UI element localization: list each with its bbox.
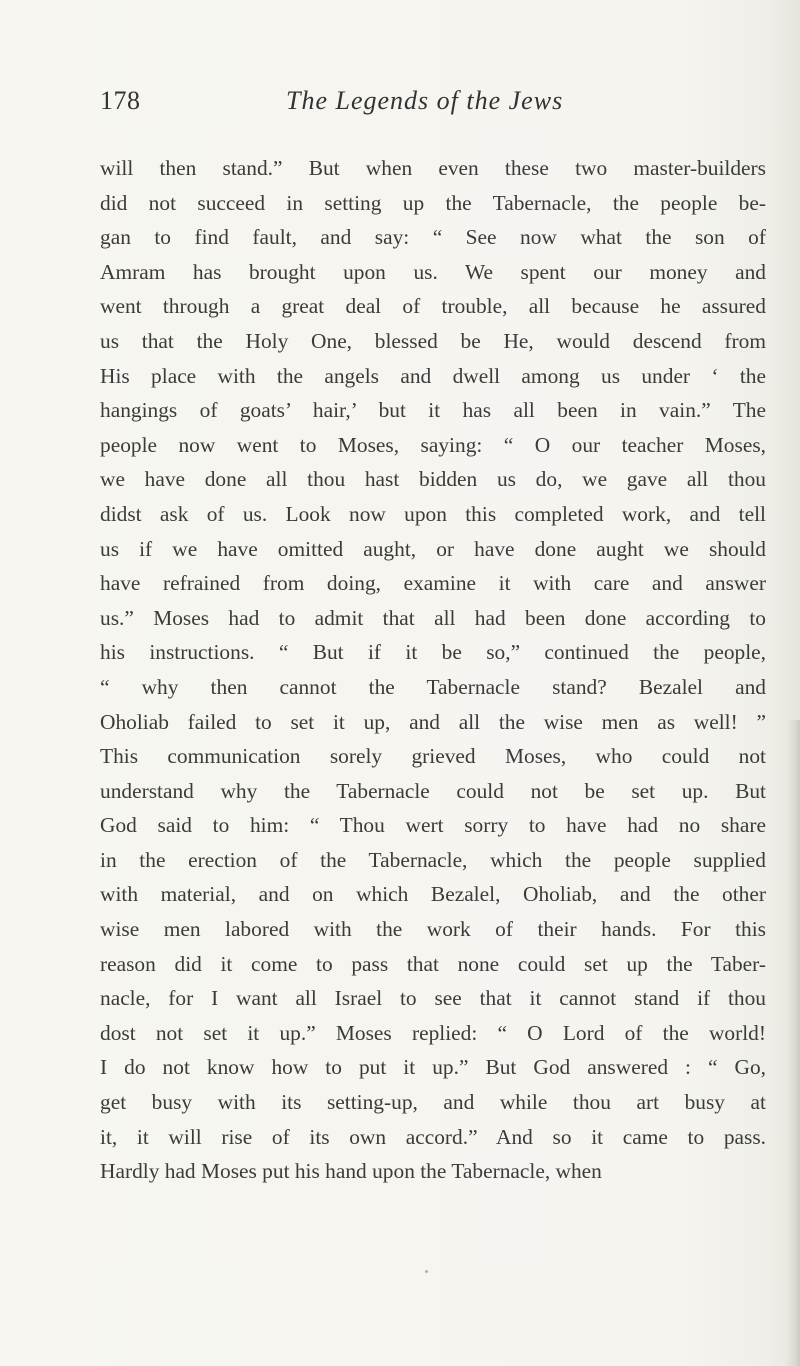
body-text [100, 151, 766, 1189]
text-line: his instructions. “ But if it be so,” continued the people, [100, 640, 766, 665]
text-line: Amram has brought upon us. We spent our money and [100, 259, 766, 284]
paper-speck [425, 1270, 428, 1273]
text-line: with material, and on which Bezalel, Oholiab, and the other [100, 882, 766, 907]
text-line: will then stand.” But when even these two master-builders [100, 156, 766, 180]
text-line: get busy with its setting-up, and while thou art busy at [100, 1090, 766, 1115]
running-title: The Legends of the Jews [286, 86, 564, 115]
text-line: it, it will rise of its own accord.” And so it came to pass. [100, 1124, 766, 1149]
text-line: reason did it come to pass that none could set up the Taber- [100, 951, 766, 976]
text-line: “ why then cannot the Tabernacle stand? Bezalel and [100, 674, 766, 699]
text-line: Hardly had Moses put his hand upon the Tabernacle, when [100, 1159, 602, 1184]
text-line: us that the Holy One, blessed be He, would descend from [100, 328, 766, 353]
text-line: went through a great deal of trouble, all because he assured [100, 294, 766, 319]
text-line: people now went to Moses, saying: “ O our teacher Moses, [100, 432, 766, 457]
text-line: did not succeed in setting up the Tabernacle, the people be- [100, 190, 766, 215]
text-line: didst ask of us. Look now upon this completed work, and tell [100, 501, 766, 526]
text-line: us.” Moses had to admit that all had been done according to [100, 605, 766, 630]
text-line: understand why the Tabernacle could not be set up. But [100, 778, 766, 803]
text-line: hangings of goats’ hair,’ but it has all been in vain.” The [100, 398, 766, 423]
text-line: His place with the angels and dwell among us under ‘ the [100, 363, 766, 388]
text-line: in the erection of the Tabernacle, which the people supplied [100, 847, 766, 872]
text-line: wise men labored with the work of their hands. For this [100, 917, 766, 942]
text-line: have refrained from doing, examine it with care and answer [100, 571, 766, 596]
text-line: Oholiab failed to set it up, and all the wise men as well! ” [100, 709, 766, 734]
page-number: 178 [100, 86, 141, 115]
text-line: God said to him: “ Thou wert sorry to have had no share [100, 813, 766, 838]
text-line: I do not know how to put it up.” But God answered : “ Go, [100, 1055, 766, 1080]
page-edge-shadow [786, 720, 800, 1366]
running-head [0, 86, 800, 126]
text-line: us if we have omitted aught, or have done aught we should [100, 536, 766, 561]
text-line: nacle, for I want all Israel to see that it cannot stand if thou [100, 986, 766, 1011]
text-line: This communication sorely grieved Moses, who could not [100, 744, 766, 769]
text-line: dost not set it up.” Moses replied: “ O Lord of the world! [100, 1020, 766, 1045]
text-line: we have done all thou hast bidden us do, we gave all thou [100, 467, 766, 492]
text-line: gan to find fault, and say: “ See now what the son of [100, 225, 766, 250]
